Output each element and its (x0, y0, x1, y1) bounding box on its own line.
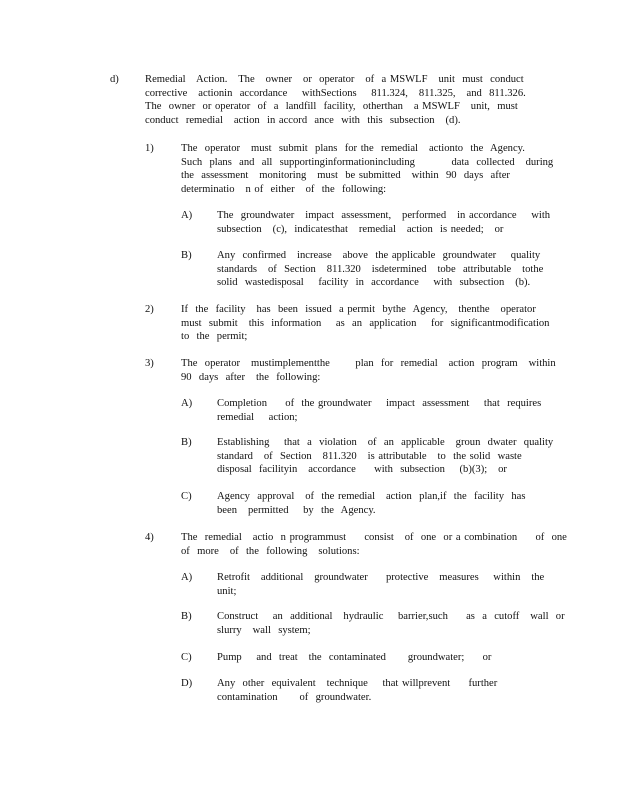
text-line: determinatio n of either of the following: (181, 183, 387, 195)
item-4-c-text (217, 651, 542, 665)
item-4-a-text (217, 571, 545, 598)
text-line: Remedial Action. The owner or operator of a MSWLF unit must conduct (145, 74, 524, 85)
item-4-d-text (217, 677, 542, 704)
text-line: contamination of groundwater. (217, 691, 372, 703)
text-line: The groundwater impact assessment, performed in accordance with (217, 210, 551, 221)
item-1-text (181, 142, 554, 196)
item-4-a-label: A) (181, 572, 193, 583)
text-line: The operator mustimplementthe plan for remedial action program within (181, 358, 556, 369)
text-line: Retrofit additional groundwater protective measures within the (217, 572, 545, 583)
text-line: to the permit; (181, 331, 248, 343)
item-1-label: 1) (145, 143, 154, 154)
item-3-b-text (217, 436, 554, 477)
text-line: Any other equivalent technique that willprevent further (217, 678, 498, 689)
text-line: The owner or operator of a landfill facility, otherthan a MSWLF unit, must (145, 101, 518, 113)
text-line: subsection (c), indicatesthat remedial action is needed; or (217, 223, 504, 235)
item-3-a-label: A) (181, 398, 193, 409)
text-line: standard of Section 811.320 is attributable to the solid waste (217, 450, 522, 462)
text-line: Any confirmed increase above the applicable groundwater quality (217, 250, 541, 261)
text-line: 90 days after the following: (181, 371, 321, 383)
text-line: conduct remedial action in accord ance with this subsection (d). (145, 114, 461, 126)
text-line: of more of the following solutions: (181, 545, 360, 557)
text-line: standards of Section 811.320 isdetermined tobe attributable tothe (217, 263, 544, 275)
item-3-text (181, 357, 556, 384)
item-4-c-label: C) (181, 652, 192, 663)
item-3-c-label: C) (181, 491, 192, 502)
text-line: disposal facilityin accordance with subsection (b)(3); or (217, 464, 507, 476)
item-1-a-text (217, 209, 551, 236)
text-line: remedial action; (217, 411, 298, 423)
text-line: Pump and treat the contaminated groundwater; or (217, 652, 492, 663)
text-line: Construct an additional hydraulic barrier,such as a cutoff wall or (217, 611, 565, 622)
item-1-b-label: B) (181, 250, 192, 261)
text-line: If the facility has been issued a permit bythe Agency, thenthe operator (181, 304, 536, 315)
item-4-b-label: B) (181, 611, 192, 622)
item-4-b-text (217, 610, 565, 637)
text-line: been permitted by the Agency. (217, 504, 376, 516)
text-line: Such plans and all supportinginformationincluding data collected during (181, 156, 554, 168)
item-2-label: 2) (145, 304, 154, 315)
section-d-text (145, 73, 526, 127)
item-1-b-text (217, 249, 542, 290)
text-line: solid wastedisposal facility in accordance with subsection (b). (217, 277, 531, 289)
item-3-c-text (217, 490, 542, 517)
text-line: Establishing that a violation of an applicable groun dwater quality (217, 437, 554, 448)
text-line: Completion of the groundwater impact assessment that requires (217, 398, 542, 409)
text-line: The operator must submit plans for the remedial actionto the Agency. (181, 143, 525, 154)
section-d-label: d) (110, 74, 119, 85)
text-line: corrective actionin accordance withSections 811.324, 811.325, and 811.326. (145, 87, 526, 99)
text-line: the assessment monitoring must be submitted within 90 days after (181, 170, 510, 182)
item-4-d-label: D) (181, 678, 193, 689)
text-line: must submit this information as an application for significantmodification (181, 317, 550, 329)
item-2-text (181, 303, 550, 344)
text-line: The remedial actio n programmust consist of one or a combination of one (181, 532, 567, 543)
item-3-a-text (217, 397, 542, 424)
text-line: unit; (217, 585, 237, 597)
text-line: slurry wall system; (217, 624, 311, 636)
item-1-a-label: A) (181, 210, 193, 221)
item-4-text (181, 531, 567, 558)
item-3-b-label: B) (181, 437, 192, 448)
item-3-label: 3) (145, 358, 154, 369)
text-line: Agency approval of the remedial action plan,if the facility has (217, 491, 526, 502)
item-4-label: 4) (145, 532, 154, 543)
